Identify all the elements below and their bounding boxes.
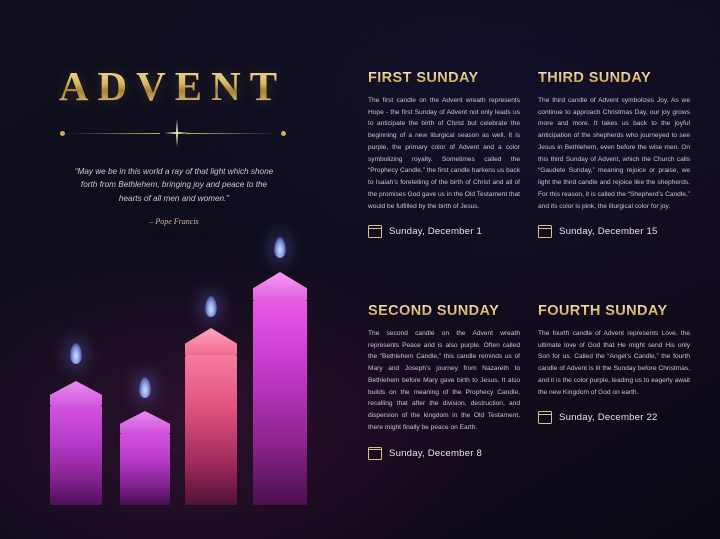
candle-2-flame: [139, 377, 151, 398]
candle-1-body: [50, 405, 102, 505]
candle-4-body: [253, 300, 307, 505]
calendar-icon: [538, 225, 552, 238]
divider-dot-right: [281, 131, 286, 136]
candle-2: [120, 409, 170, 505]
third-sunday-title: THIRD SUNDAY: [538, 70, 690, 86]
third-sunday-date: Sunday, December 15: [559, 226, 658, 238]
left-panel: [0, 0, 345, 539]
second-sunday-body: The second candle on the Advent wreath represents Peace and is also purple. Often called the “Bethlehem Candle,” this candle reminds us of Mary and Joseph’s journey from Nazareth to Bethlehem before Mary gave birth to Jesus. It also builds on the meaning of the Prophecy Candle, recalling that after the division, destruction, and dispersion of the kingdom in the Old Testament, there might finally be peace on Earth.: [368, 330, 520, 431]
candle-3: [185, 330, 237, 505]
candle-1-tip: [50, 381, 102, 405]
second-sunday-date: Sunday, December 8: [389, 447, 483, 459]
page-title: ADVENT: [0, 62, 345, 110]
candle-group: [40, 175, 330, 505]
candle-3-body: [185, 355, 237, 505]
ornamental-divider: [60, 126, 286, 140]
candle-2-tip: [120, 411, 170, 433]
divider-line-left: [68, 133, 160, 134]
divider-line-right: [186, 133, 278, 134]
first-sunday-date-row: [368, 225, 520, 238]
second-sunday-title: SECOND SUNDAY: [368, 303, 520, 319]
fourth-sunday-body: The fourth candle of Advent represents Love, the ultimate love of God that He might send His only Son for us. Called the “Angel’s Candle,” the fourth candle of Advent is lit the Sunday before Christmas, and it is the color purple, leading us to eagerly await the new Kingdom of God on earth.: [538, 330, 690, 396]
quote-text: “May we be in this world a ray of that light which shone forth from Bethlehem, bringing joy and peace to the hearts of all men and women.”: [74, 167, 274, 203]
fourth-sunday-date: Sunday, December 22: [559, 412, 658, 424]
third-sunday-date-row: [538, 225, 690, 238]
calendar-icon: [368, 447, 382, 460]
candle-2-body: [120, 433, 170, 505]
second-sunday-date-row: [368, 447, 520, 460]
candle-4-flame: [274, 237, 286, 258]
third-sunday-body: The third candle of Advent symbolizes Joy. As we continue to approach Christmas Day, our joy grows more and more. It takes us back to the joyful anticipation of the shepherds who journeyed to see Jesus in Bethlehem, even before the wise men. On this third Sunday of Advent, which the Church calls “Gaudete Sunday,” meaning rejoice or praise, we light the third candle and rejoice like the shepherds. For this reason, it is called the “Shepherd’s Candle,” and its color is pink, the liturgical color for joy.: [538, 97, 690, 210]
candle-3-tip: [185, 328, 237, 355]
candle-1-flame: [70, 343, 82, 364]
first-sunday-title: FIRST SUNDAY: [368, 70, 520, 86]
fourth-sunday-title: FOURTH SUNDAY: [538, 303, 690, 319]
fourth-sunday-date-row: [538, 411, 690, 424]
section-first-sunday: [368, 70, 520, 238]
candle-4-tip: [253, 272, 307, 300]
first-sunday-body: The first candle on the Advent wreath represents Hope - the first Sunday of Advent not only leads us to anticipate the birth of Christ but celebrate the beginning of a new liturgical season as well. It is purple, the primary color of Advent and a color symbolizing royalty. Sometimes called the “Prophecy Candle,” the first candle harkens us back to Isaiah’s foretelling of the birth of Christ and all of the promises God gave us in the Old Testament that would be fulfilled by the birth of Jesus.: [368, 97, 520, 210]
section-third-sunday: [538, 70, 690, 238]
section-fourth-sunday: [538, 303, 690, 424]
section-second-sunday: [368, 303, 520, 460]
candle-1: [50, 377, 102, 505]
first-sunday-date: Sunday, December 1: [389, 226, 483, 238]
calendar-icon: [368, 225, 382, 238]
calendar-icon: [538, 411, 552, 424]
divider-dot-left: [60, 131, 65, 136]
candle-4: [253, 273, 307, 505]
quote-attribution: – Pope Francis: [149, 217, 199, 226]
candle-3-flame: [205, 296, 217, 317]
